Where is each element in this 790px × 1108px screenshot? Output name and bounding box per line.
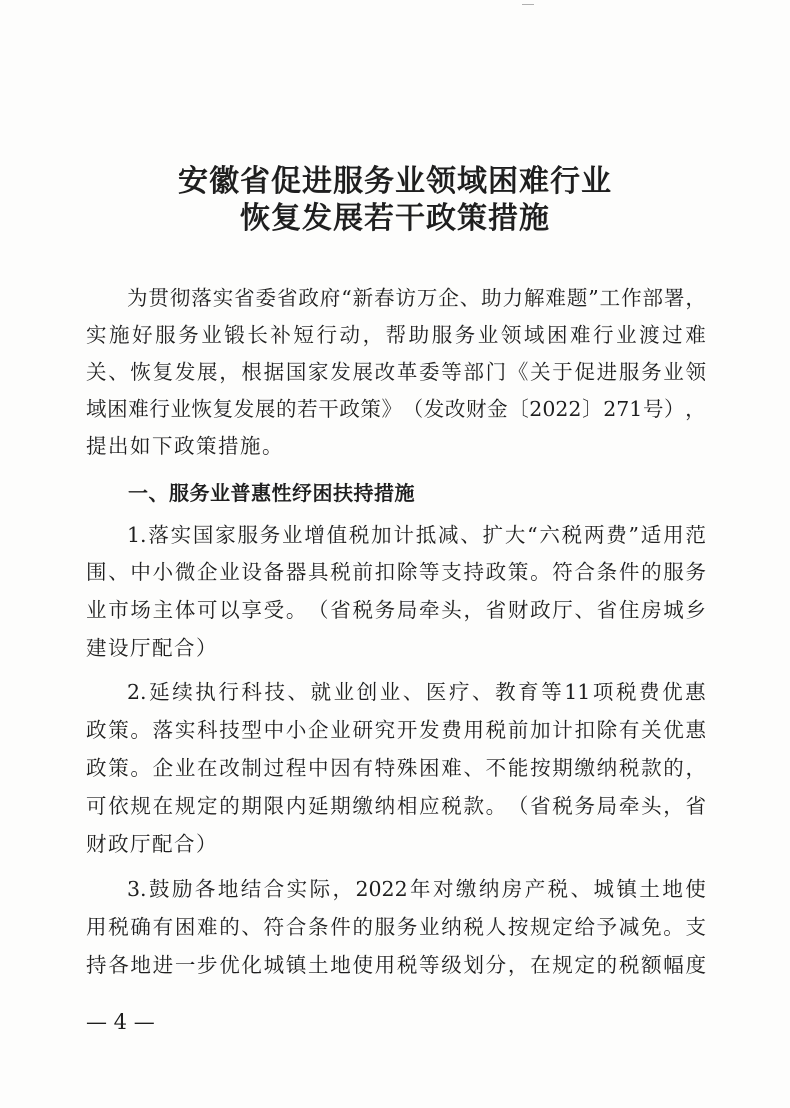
paragraph-line: 可 依 规 在 规 定 的 期 限 内 延 期 缴 纳 相 应 税 款 。 （ 省 税 务 局 牵 头 ， 省 xyxy=(86,794,706,818)
paragraph-line: 财政厅配合） xyxy=(86,832,218,856)
paragraph-line: 1. 落 实 国 家 服 务 业 增 值 税 加 计 抵 减 、 扩 大 “ 六 税 两 费 ” 适 用 范 xyxy=(127,523,706,547)
paragraph-line: 为 贯 彻 落 实 省 委 省 政 府 “ 新 春 访 万 企 、 助 力 解 难 题 ” 工 作 部 署 ， xyxy=(127,286,706,310)
paragraph-line: 提出如下政策措施。 xyxy=(86,434,284,458)
paragraph-line: 业 市 场 主 体 可 以 享 受 。 （ 省 税 务 局 牵 头 ， 省 财 政 厅 、 省 住 房 城 乡 xyxy=(86,598,706,622)
paragraph-line: 用 税 确 有 困 难 的 、 符 合 条 件 的 服 务 业 纳 税 人 按 规 定 给 予 减 免 。 支 xyxy=(86,915,706,939)
paragraph-line: 3. 鼓 励 各 地 结 合 实 际 ， 2022 年 对 缴 纳 房 产 税 、 城 镇 土 地 使 xyxy=(127,877,706,901)
paragraph-line: 建设厅配合） xyxy=(86,636,218,660)
paragraph-line: 政 策 。 企 业 在 改 制 过 程 中 因 有 特 殊 困 难 、 不 能 按 期 缴 纳 税 款 的 ， xyxy=(86,756,706,780)
paragraph-line: 围 、 中 小 微 企 业 设 备 器 具 税 前 扣 除 等 支 持 政 策 。 符 合 条 件 的 服 务 xyxy=(86,560,706,584)
paragraph-line: 持 各 地 进 一 步 优 化 城 镇 土 地 使 用 税 等 级 划 分 ， 在 规 定 的 税 额 幅 度 xyxy=(86,953,706,977)
paragraph-line: 政 策 。 落 实 科 技 型 中 小 企 业 研 究 开 发 费 用 税 前 加 计 扣 除 有 关 优 惠 xyxy=(86,718,706,742)
document-title-line-2: 恢复发展若干政策措施 xyxy=(240,201,550,236)
scan-mark xyxy=(522,4,534,5)
document-title-line-1: 安徽省促进服务业领域困难行业 xyxy=(178,164,612,199)
paragraph-line: 实 施 好 服 务 业 锻 长 补 短 行 动 ， 帮 助 服 务 业 领 域 困 难 行 业 渡 过 难 xyxy=(86,323,706,347)
section-heading: 一、服务业普惠性纾困扶持措施 xyxy=(128,481,415,505)
paragraph-line: 域 困 难 行 业 恢 复 发 展 的 若 干 政 策 》 （ 发 改 财 金 〔 2022 〕 271 号 ） ， xyxy=(86,397,706,421)
page-number: — 4 — xyxy=(86,1010,155,1034)
paragraph-line: 关 、 恢 复 发 展 ， 根 据 国 家 发 展 改 革 委 等 部 门 《 关 于 促 进 服 务 业 领 xyxy=(86,360,706,384)
paragraph-line: 2. 延 续 执 行 科 技 、 就 业 创 业 、 医 疗 、 教 育 等 11 项 税 费 优 惠 xyxy=(127,680,706,704)
